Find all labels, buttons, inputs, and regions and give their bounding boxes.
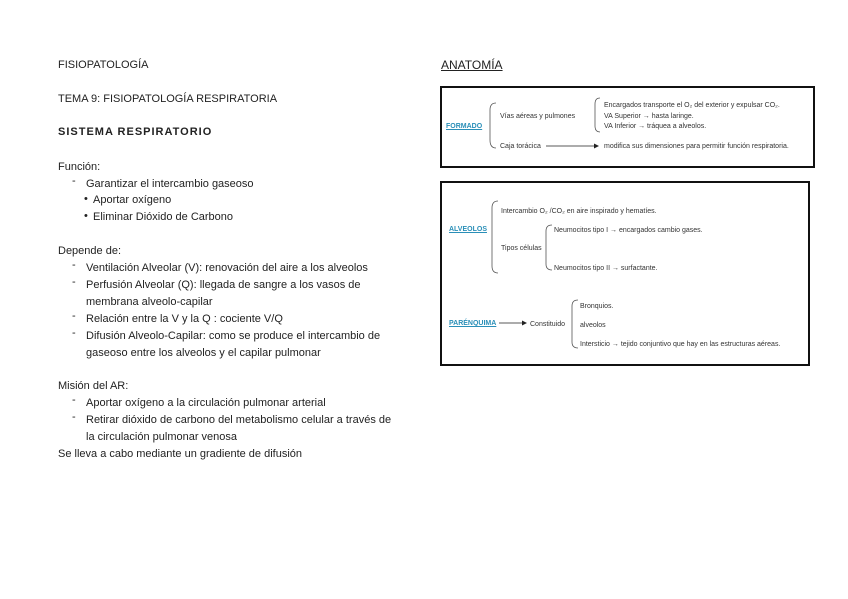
dash-marker: - [72, 327, 76, 339]
depende-item-4-cont: gaseoso entre los alveolos y el capilar pulmonar [86, 347, 321, 359]
alveolos-item-2-sub-2: Neumocitos tipo II → surfactante. [554, 265, 658, 272]
alveolos-item-1: Intercambio O₂ /CO₂ en aire inspirado y hematíes. [501, 208, 657, 215]
bullet-marker: • [84, 193, 88, 205]
dash-marker: - [72, 276, 76, 288]
formado-branch-1-item-3: VA Inferior → tráquea a alveolos. [604, 123, 707, 130]
formado-label: FORMADO [446, 123, 483, 130]
depende-item-4: Difusión Alveolo-Capilar: como se produce el intercambio de [86, 330, 381, 342]
funcion-sub-1: Aportar oxígeno [93, 194, 172, 206]
alveolos-item-2-sub-1: Neumocitos tipo I → encargados cambio gases. [554, 227, 703, 234]
dash-marker: - [72, 175, 76, 187]
depende-item-3: Relación entre la V y la Q : cociente V/Q [86, 313, 283, 325]
section-title: SISTEMA RESPIRATORIO [58, 126, 213, 138]
anatomia-heading: ANATOMÍA [441, 58, 503, 72]
parenquima-sub-2: alveolos [580, 322, 606, 329]
parenquima-label: PARÉNQUIMA [449, 320, 497, 327]
formado-branch-2: Caja torácica [500, 143, 541, 150]
formado-branch-1-item-2: VA Superior → hasta laringe. [604, 113, 694, 120]
depende-item-2-cont: membrana alveolo-capilar [86, 296, 213, 308]
dash-marker: - [72, 259, 76, 271]
depende-label: Depende de: [58, 245, 121, 257]
parenquima-sub-1: Bronquios. [580, 303, 614, 310]
formado-branch-1-item-1: Encargados transporte el O₂ del exterior y expulsar CO₂. [604, 102, 780, 109]
mision-item-2-cont: la circulación pulmonar venosa [86, 431, 238, 443]
mision-label: Misión del AR: [58, 380, 129, 392]
parenquima-item-1: Constituido [530, 321, 566, 328]
dash-marker: - [72, 411, 76, 423]
formado-branch-2-item: modifica sus dimensiones para permitir función respiratoria. [604, 143, 789, 150]
mision-note: Se lleva a cabo mediante un gradiente de difusión [58, 448, 303, 460]
alveolos-label: ALVEOLOS [449, 226, 487, 233]
funcion-label: Función: [58, 161, 101, 173]
subject-title: FISIOPATOLOGÍA [58, 59, 149, 71]
dash-marker: - [72, 310, 76, 322]
funcion-item: Garantizar el intercambio gaseoso [86, 178, 254, 190]
funcion-sub-2: Eliminar Dióxido de Carbono [93, 211, 234, 223]
depende-item-2: Perfusión Alveolar (Q): llegada de sangre a los vasos de [86, 279, 361, 291]
formado-branch-1: Vías aéreas y pulmones [500, 113, 576, 120]
mision-item-2: Retirar dióxido de carbono del metabolismo celular a través de [86, 414, 392, 426]
depende-item-1: Ventilación Alveolar (V): renovación del aire a los alveolos [86, 262, 368, 274]
mision-item-1: Aportar oxígeno a la circulación pulmonar arterial [86, 397, 326, 409]
parenquima-sub-3: Intersticio → tejido conjuntivo que hay en las estructuras aéreas. [580, 341, 781, 348]
dash-marker: - [72, 394, 76, 406]
topic-title: TEMA 9: FISIOPATOLOGÍA RESPIRATORIA [58, 93, 278, 105]
alveolos-item-2: Tipos células [501, 245, 542, 252]
bullet-marker: • [84, 210, 88, 222]
